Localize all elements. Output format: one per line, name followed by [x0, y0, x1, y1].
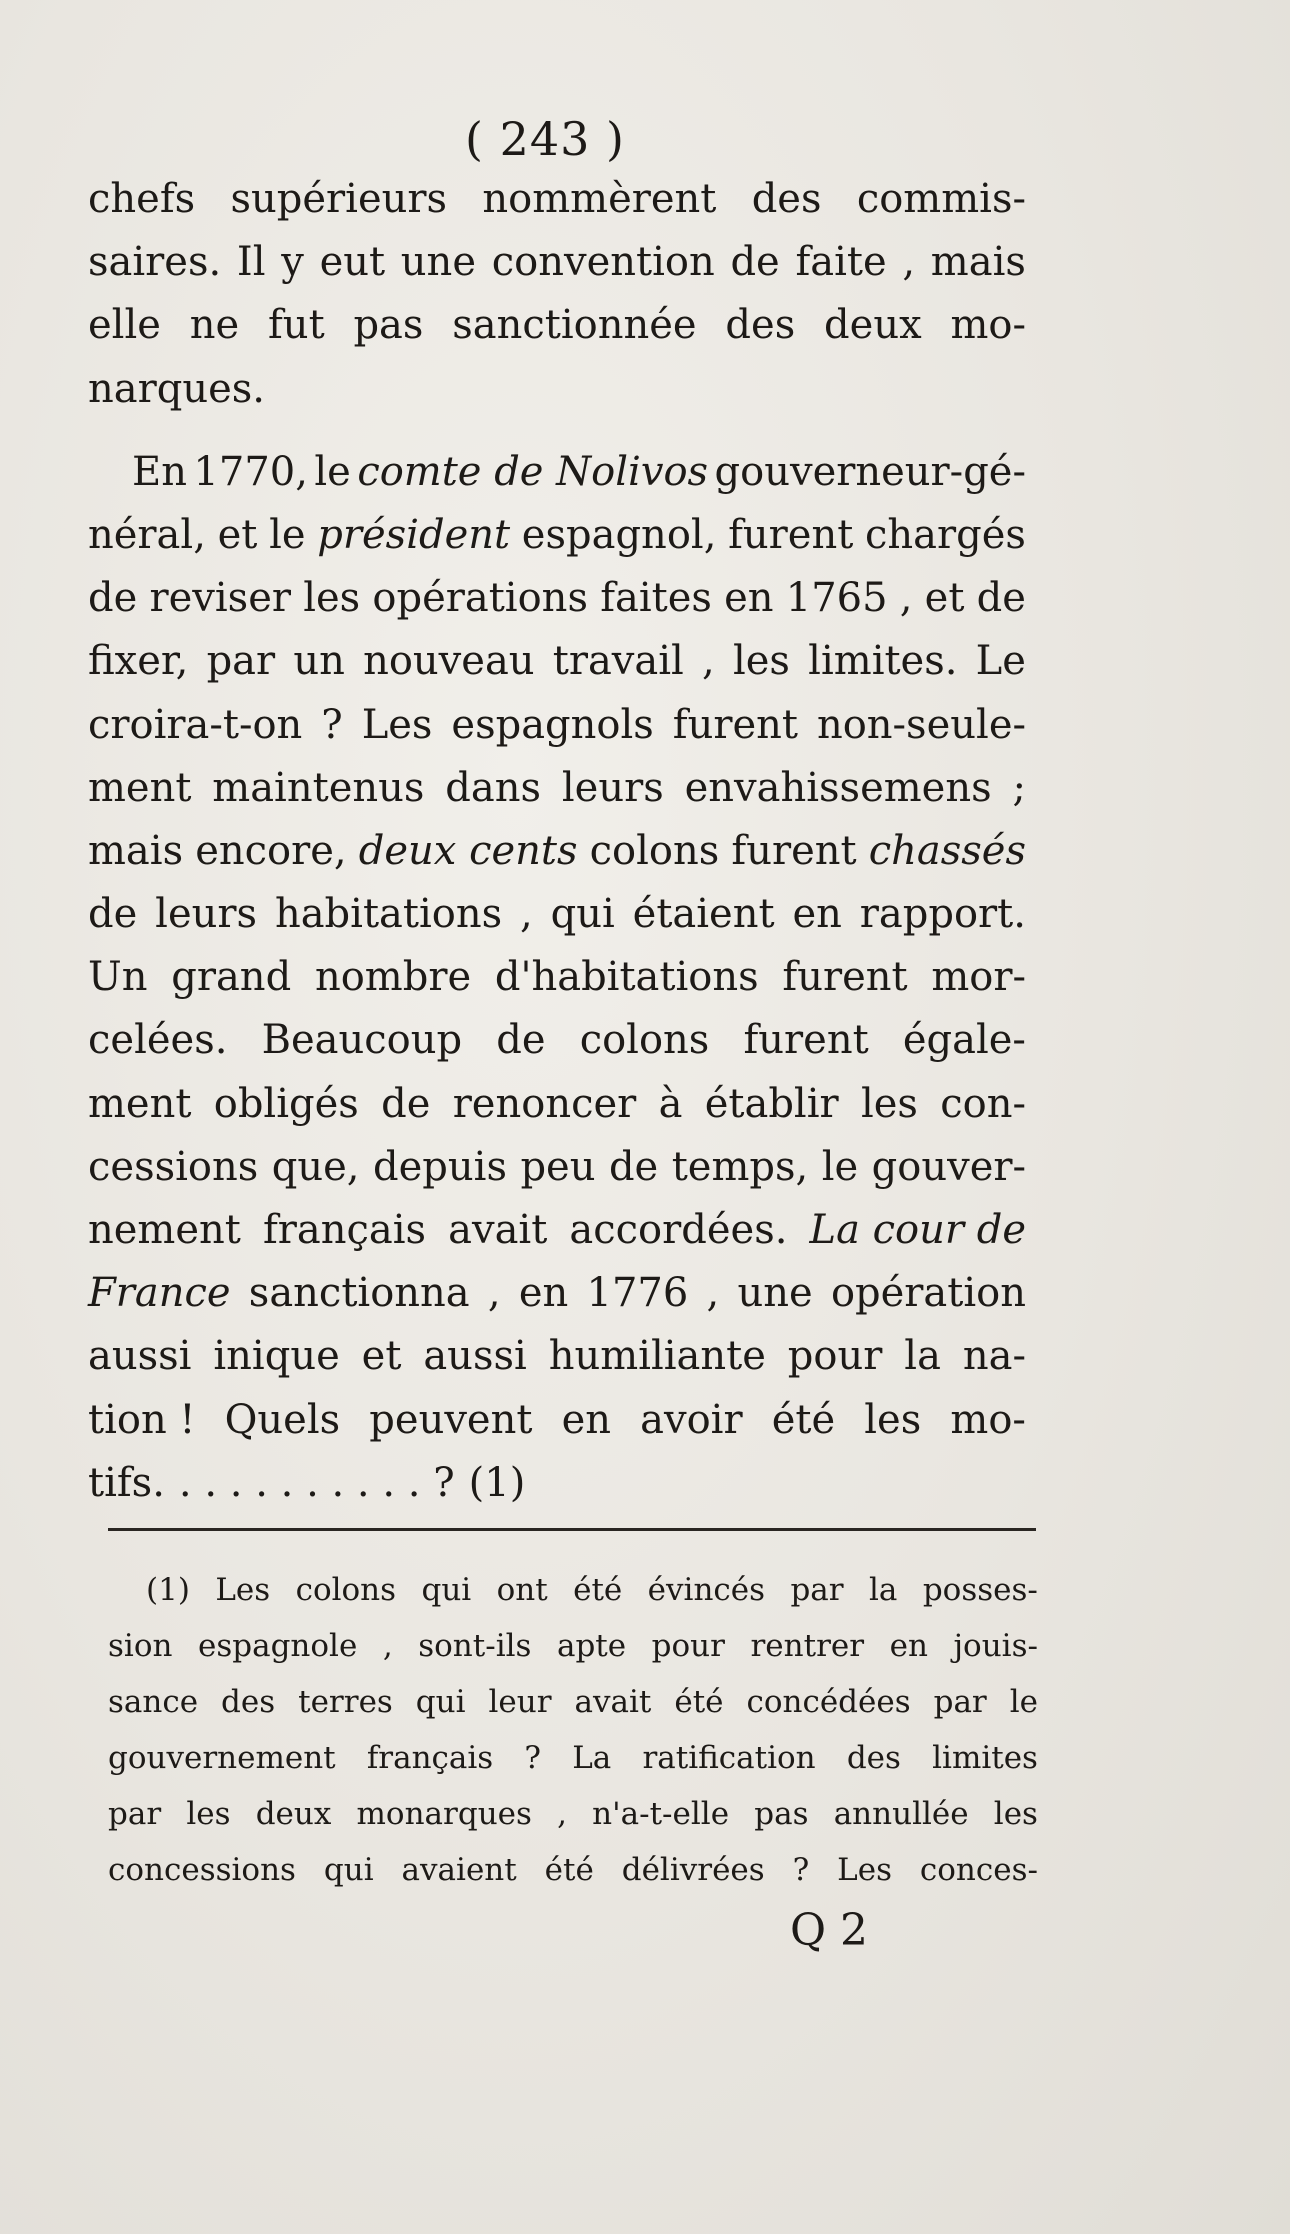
- word: ,: [706, 1270, 720, 1317]
- word: saires.: [88, 239, 222, 286]
- word: deux: [255, 1796, 332, 1832]
- text-line: [88, 294, 1026, 357]
- word: la: [904, 1333, 941, 1380]
- text-line: [88, 1389, 1026, 1452]
- word: été: [544, 1852, 594, 1888]
- word: gouverneur-gé-: [714, 448, 1026, 495]
- word: leur: [488, 1684, 552, 1720]
- text-line: [88, 168, 1026, 231]
- word: en: [518, 1270, 569, 1317]
- word: de: [608, 1143, 659, 1190]
- word: Un: [88, 954, 148, 1001]
- word: avait: [448, 1207, 548, 1253]
- word: ment: [88, 1080, 192, 1127]
- word: peuvent: [369, 1396, 533, 1443]
- word: mo-: [950, 302, 1026, 349]
- word: leurs: [561, 764, 664, 811]
- word: n'a-t-elle: [592, 1796, 730, 1832]
- word: espagnol,: [521, 511, 717, 558]
- word: un: [293, 638, 345, 685]
- footnote-rule: [108, 1528, 1036, 1531]
- word: non-seule-: [816, 701, 1026, 748]
- text-line: [88, 567, 1026, 630]
- word: les: [732, 638, 790, 685]
- word: sanctionnée: [452, 302, 697, 349]
- word: chargés: [865, 511, 1026, 558]
- footnote-line: [108, 1730, 1038, 1786]
- word: été: [674, 1684, 724, 1720]
- word: nombre: [314, 954, 472, 1001]
- word: ment: [88, 764, 192, 811]
- word: de: [88, 575, 138, 622]
- italic-phrase: chassés: [868, 827, 1026, 874]
- word: commis-: [856, 176, 1026, 222]
- text-line: [88, 1136, 1026, 1199]
- word: fixer,: [88, 638, 189, 685]
- word: les: [864, 1396, 922, 1443]
- word: concessions: [108, 1852, 296, 1888]
- word: Quels: [224, 1396, 341, 1443]
- word: maintenus: [212, 764, 425, 811]
- word: égale-: [902, 1017, 1026, 1064]
- word: de: [976, 575, 1026, 622]
- word: qui: [415, 1684, 466, 1720]
- word: le: [269, 511, 306, 558]
- word: cessions: [88, 1143, 259, 1190]
- word: en: [889, 1628, 928, 1664]
- word: ,: [899, 575, 913, 622]
- text-line: [88, 1199, 1026, 1262]
- word: que,: [271, 1143, 360, 1190]
- word: les: [186, 1796, 231, 1832]
- word: narques.: [88, 365, 266, 412]
- text-line: [88, 358, 1026, 421]
- word: ratification: [642, 1740, 816, 1776]
- text-line: [88, 694, 1026, 757]
- word: aussi: [88, 1333, 192, 1380]
- italic-phrase: comte de Nolivos: [357, 448, 709, 495]
- word: renoncer: [452, 1080, 637, 1127]
- word: chefs: [88, 176, 196, 222]
- word: sance: [108, 1684, 199, 1720]
- word: aussi: [423, 1333, 527, 1380]
- word: la: [869, 1572, 898, 1608]
- word: grand: [171, 954, 292, 1001]
- word: été: [771, 1396, 836, 1443]
- word: néral,: [88, 511, 206, 558]
- footnote-line: [108, 1618, 1038, 1674]
- footnote-line: [108, 1786, 1038, 1842]
- word: colons: [579, 1017, 710, 1064]
- word: nement: [88, 1207, 241, 1253]
- text-line: [88, 883, 1026, 946]
- word: En: [132, 448, 187, 495]
- word: le: [821, 1143, 859, 1190]
- word: posses-: [922, 1572, 1038, 1608]
- word: et: [361, 1333, 402, 1380]
- word: avaient: [401, 1852, 517, 1888]
- word: espagnole: [197, 1628, 358, 1664]
- word: Il: [236, 239, 266, 286]
- word: faites: [600, 575, 712, 622]
- word: été: [573, 1572, 623, 1608]
- word: qui: [421, 1572, 472, 1608]
- word: 1770,: [193, 448, 308, 495]
- word: ?: [792, 1852, 810, 1888]
- text-line: [88, 757, 1026, 820]
- word: supérieurs: [230, 176, 448, 222]
- word: en: [724, 575, 774, 622]
- word: nommèrent: [482, 176, 717, 222]
- word: con-: [940, 1080, 1026, 1127]
- word: pas: [353, 302, 424, 349]
- word: par: [933, 1684, 987, 1720]
- word: habitations: [274, 891, 503, 938]
- word: ,: [902, 239, 916, 286]
- word: et: [217, 511, 258, 558]
- word: jouis-: [953, 1628, 1038, 1664]
- word: envahissemens: [684, 764, 992, 811]
- word: rentrer: [750, 1628, 865, 1664]
- text-line: [88, 1262, 1026, 1325]
- word: limites.: [808, 638, 958, 685]
- word: deux: [824, 302, 922, 349]
- text-line: [88, 1452, 1026, 1515]
- word: depuis: [373, 1143, 507, 1190]
- word: espagnols: [451, 701, 654, 748]
- word: dans: [445, 764, 542, 811]
- italic-phrase: La cour de: [809, 1207, 1026, 1253]
- word: furent: [743, 1017, 869, 1064]
- text-line: [88, 504, 1026, 567]
- word: reviser: [149, 575, 291, 622]
- word: obligés: [213, 1080, 359, 1127]
- word: ne: [189, 302, 240, 349]
- word: mor-: [931, 954, 1026, 1001]
- word: de: [381, 1080, 431, 1127]
- word: pour: [651, 1628, 725, 1664]
- word: Beaucoup: [261, 1017, 463, 1064]
- word: des: [846, 1740, 901, 1776]
- word: leurs: [155, 891, 258, 938]
- text-line: [88, 946, 1026, 1009]
- word: en: [792, 891, 842, 938]
- word: avoir: [640, 1396, 743, 1443]
- word: mo-: [950, 1396, 1026, 1443]
- word: furent: [672, 701, 798, 748]
- word: français: [262, 1207, 427, 1253]
- word: rapport.: [859, 891, 1026, 938]
- word: ?: [524, 1740, 542, 1776]
- word: en: [561, 1396, 612, 1443]
- word: une: [400, 239, 476, 286]
- word: une: [737, 1270, 813, 1317]
- word: sanctionna: [248, 1270, 470, 1317]
- word: par: [108, 1796, 162, 1832]
- word: le: [1009, 1684, 1038, 1720]
- italic-phrase: deux cents: [358, 827, 578, 874]
- word: apte: [556, 1628, 627, 1664]
- word: à: [658, 1080, 683, 1127]
- word: mais: [930, 239, 1026, 286]
- word: Les: [837, 1852, 892, 1888]
- word: pas: [754, 1796, 809, 1832]
- text-line: [88, 1325, 1026, 1388]
- word: de: [88, 891, 138, 938]
- word: y: [281, 239, 304, 286]
- word: ?: [321, 701, 343, 748]
- ellipsis: . . . . . . . . . . ?: [178, 1459, 455, 1506]
- word: ,: [382, 1628, 393, 1664]
- word: La: [572, 1740, 612, 1776]
- word: délivrées: [621, 1852, 765, 1888]
- word: inique: [213, 1333, 340, 1380]
- footnote: [108, 1562, 1038, 1898]
- word: le: [314, 448, 351, 495]
- word: de: [496, 1017, 546, 1064]
- word: colons: [589, 827, 720, 874]
- word: qui: [323, 1852, 374, 1888]
- footnote-reference: (1): [468, 1459, 526, 1506]
- word: qui: [550, 891, 615, 938]
- word: gouvernement: [108, 1740, 336, 1776]
- page-number: ( 243 ): [465, 112, 625, 166]
- word: concédées: [746, 1684, 911, 1720]
- word: et: [924, 575, 965, 622]
- italic-phrase: France: [88, 1270, 231, 1317]
- word: les: [860, 1080, 918, 1127]
- word: conces-: [919, 1852, 1038, 1888]
- word: des: [751, 176, 822, 222]
- word: faite: [795, 239, 887, 286]
- word: ,: [520, 891, 533, 938]
- signature-mark: Q 2: [790, 1905, 869, 1956]
- word: peu: [520, 1143, 596, 1190]
- word: ,: [487, 1270, 501, 1317]
- word: établir: [704, 1080, 839, 1127]
- word: furent: [731, 827, 857, 874]
- word: ,: [702, 638, 715, 685]
- footnote-marker: (1): [146, 1572, 190, 1608]
- word: les: [993, 1796, 1038, 1832]
- word: temps,: [671, 1143, 809, 1190]
- word: Le: [975, 638, 1026, 685]
- word: sion: [108, 1628, 173, 1664]
- text-line: [88, 1009, 1026, 1072]
- word: Les: [361, 701, 433, 748]
- word: monarques: [356, 1796, 532, 1832]
- word: elle: [88, 302, 161, 349]
- word: encore,: [195, 827, 347, 874]
- word: pour: [787, 1333, 883, 1380]
- word: 1765: [785, 575, 888, 622]
- word: étaient: [632, 891, 775, 938]
- word: mais: [88, 827, 184, 874]
- word: des: [221, 1684, 276, 1720]
- word: les: [303, 575, 361, 622]
- word: gouver-: [871, 1143, 1026, 1190]
- word: avait: [574, 1684, 652, 1720]
- word: nouveau: [363, 638, 535, 685]
- word: furent: [782, 954, 908, 1001]
- word: tion !: [88, 1396, 196, 1443]
- word: fut: [268, 302, 325, 349]
- word: travail: [552, 638, 684, 685]
- paragraph-break: [88, 421, 1026, 441]
- word: opérations: [372, 575, 588, 622]
- word: ;: [1012, 764, 1026, 811]
- word: par: [790, 1572, 844, 1608]
- word: furent: [728, 511, 854, 558]
- word: ,: [557, 1796, 567, 1832]
- word: opération: [830, 1270, 1026, 1317]
- main-text: [88, 168, 1026, 1515]
- word: des: [725, 302, 796, 349]
- word: celées.: [88, 1017, 228, 1064]
- word: tifs.: [88, 1459, 165, 1506]
- word: français: [366, 1740, 494, 1776]
- word: accordées.: [569, 1207, 788, 1253]
- word: humiliante: [548, 1333, 766, 1380]
- word: eut: [319, 239, 386, 286]
- word: par: [206, 638, 276, 685]
- word: limites: [932, 1740, 1038, 1776]
- footnote-line: [108, 1562, 1038, 1618]
- word: ont: [496, 1572, 548, 1608]
- word: annullée: [833, 1796, 969, 1832]
- footnote-line: [108, 1842, 1038, 1898]
- text-line: [88, 1073, 1026, 1136]
- word: de: [730, 239, 780, 286]
- text-line: [88, 231, 1026, 294]
- word: évincés: [647, 1572, 766, 1608]
- word: convention: [491, 239, 715, 286]
- word: sont-ils: [418, 1628, 532, 1664]
- word: terres: [298, 1684, 393, 1720]
- word: Les: [215, 1572, 271, 1608]
- word: 1776: [586, 1270, 689, 1317]
- word: colons: [295, 1572, 397, 1608]
- word: d'habitations: [494, 954, 759, 1001]
- text-line: [88, 441, 1026, 504]
- text-line: [88, 820, 1026, 883]
- text-line: [88, 630, 1026, 693]
- footnote-line: [108, 1674, 1038, 1730]
- italic-phrase: président: [317, 511, 511, 558]
- word: na-: [962, 1333, 1026, 1380]
- word: croira-t-on: [88, 701, 303, 748]
